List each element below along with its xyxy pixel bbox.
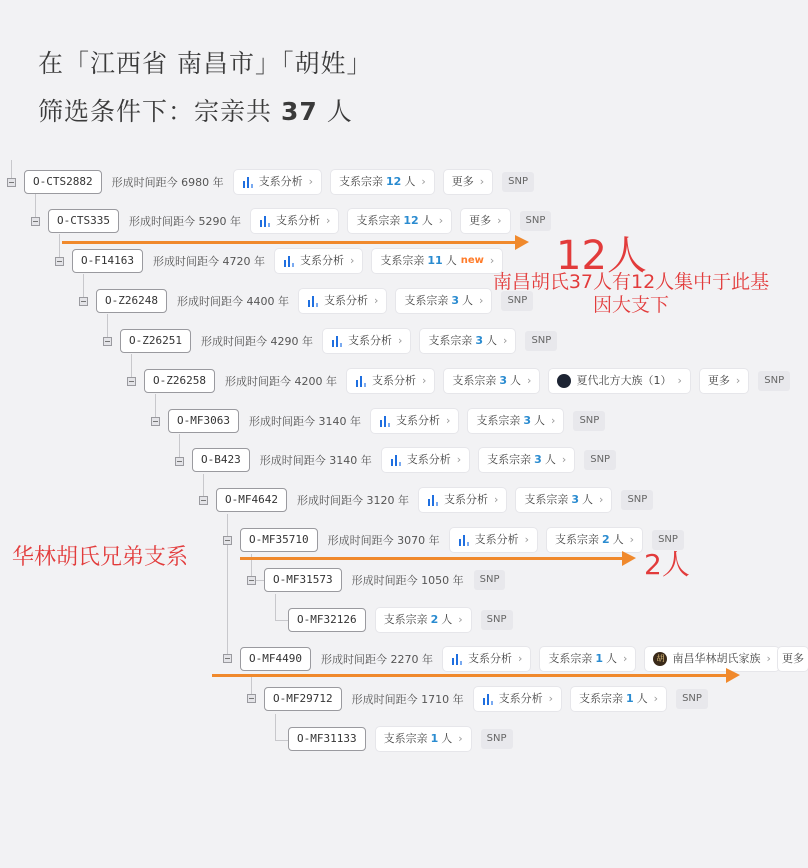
chevron-right-icon: › [438, 214, 444, 227]
annotation-arrow [212, 674, 728, 677]
chevron-right-icon: › [479, 175, 485, 188]
haplogroup-code[interactable]: O-Z26251 [120, 329, 191, 353]
clan-button[interactable]: 胡 南昌华林胡氏家族 › [645, 647, 778, 671]
lineage-analysis-button[interactable]: 支系分析 › [443, 647, 530, 671]
haplogroup-code[interactable]: O-F14163 [72, 249, 143, 273]
lineage-analysis-button[interactable]: 支系分析 › [371, 409, 458, 433]
tree-row [168, 408, 605, 434]
bar-chart-icon [331, 336, 342, 347]
tree-row [120, 328, 557, 354]
bar-chart-icon [242, 177, 253, 188]
more-button-cut[interactable]: 更多 [778, 647, 808, 671]
snp-badge[interactable]: SNP [652, 530, 684, 550]
chevron-right-icon: › [653, 692, 659, 705]
more-button[interactable]: 更多 › [444, 170, 492, 194]
tree-row [288, 607, 513, 633]
chevron-right-icon: › [489, 254, 495, 267]
annotation-arrow [240, 557, 624, 560]
lineage-relatives-button[interactable]: 支系宗亲 3 人 › [396, 289, 491, 313]
formation-time: 形成时间距今 4720 年 [152, 255, 265, 268]
chevron-right-icon: › [677, 374, 682, 387]
chevron-right-icon: › [325, 214, 331, 227]
lineage-analysis-button[interactable]: 支系分析 › [299, 289, 386, 313]
haplogroup-code[interactable]: O-Z26248 [96, 289, 167, 313]
lineage-relatives-button[interactable]: 支系宗亲 1 人 › [540, 647, 635, 671]
chevron-right-icon: › [599, 493, 604, 506]
chevron-right-icon: › [517, 652, 523, 665]
lineage-analysis-button[interactable]: 支系分析 › [251, 209, 338, 233]
chevron-right-icon: › [421, 175, 426, 188]
haplogroup-code[interactable]: O-B423 [192, 448, 250, 472]
collapse-toggle[interactable] [127, 377, 136, 386]
formation-time: 形成时间距今 1050 年 [351, 574, 464, 587]
chevron-right-icon: › [548, 692, 554, 705]
lineage-analysis-button[interactable]: 支系分析 › [382, 448, 469, 472]
haplogroup-code[interactable]: O-MF29712 [264, 687, 342, 711]
chevron-right-icon: › [527, 374, 532, 387]
chevron-right-icon: › [524, 533, 530, 546]
haplogroup-code[interactable]: O-CTS2882 [24, 170, 102, 194]
tree-row [192, 447, 616, 473]
snp-badge[interactable]: SNP [474, 570, 506, 590]
haplogroup-code[interactable]: O-MF3063 [168, 409, 239, 433]
chevron-right-icon: › [421, 374, 427, 387]
snp-badge[interactable]: SNP [525, 331, 557, 351]
haplogroup-code[interactable]: O-Z26258 [144, 369, 215, 393]
page-title: 在「江西省 南昌市」「胡姓」 [38, 49, 373, 78]
collapse-toggle[interactable] [55, 257, 64, 266]
lineage-relatives-button[interactable]: 支系宗亲 3 人 › [444, 369, 539, 393]
collapse-toggle[interactable] [31, 217, 40, 226]
bar-chart-icon [259, 216, 270, 227]
bar-chart-icon [482, 694, 493, 705]
snp-badge[interactable]: SNP [481, 610, 513, 630]
haplogroup-code[interactable]: O-MF4642 [216, 488, 287, 512]
formation-time: 形成时间距今 5290 年 [128, 215, 241, 228]
tree-line [275, 594, 276, 620]
tree-row [24, 169, 534, 195]
tree-row [48, 208, 551, 234]
bar-chart-icon [427, 495, 438, 506]
annotation-brothers-branch: 华林胡氏兄弟支系 [12, 545, 189, 570]
collapse-toggle[interactable] [151, 417, 160, 426]
chevron-right-icon: › [308, 175, 314, 188]
annotation-12-people: 12人 [556, 233, 647, 279]
snp-badge[interactable]: SNP [520, 211, 552, 231]
bar-chart-icon [390, 455, 401, 466]
lineage-relatives-button[interactable]: 支系宗亲 11 人 new › [372, 249, 502, 273]
lineage-analysis-button[interactable]: 支系分析 › [450, 528, 537, 552]
formation-time: 形成时间距今 2270 年 [320, 653, 433, 666]
lineage-relatives-button[interactable]: 支系宗亲 2 人 › [547, 528, 642, 552]
tree-line [275, 740, 289, 741]
chevron-right-icon: › [493, 493, 499, 506]
lineage-relatives-button[interactable]: 支系宗亲 12 人 › [331, 170, 434, 194]
tree-line [275, 714, 276, 740]
chevron-right-icon: › [735, 374, 741, 387]
collapse-toggle[interactable] [103, 337, 112, 346]
haplogroup-code[interactable]: O-CTS335 [48, 209, 119, 233]
collapse-toggle[interactable] [223, 536, 232, 545]
lineage-relatives-button[interactable]: 支系宗亲 12 人 › [348, 209, 451, 233]
formation-time: 形成时间距今 3120 年 [296, 494, 409, 507]
clan-avatar-icon: 胡 [653, 652, 667, 666]
haplogroup-code[interactable]: O-MF31573 [264, 568, 342, 592]
snp-badge[interactable]: SNP [481, 729, 513, 749]
snp-badge[interactable]: SNP [621, 490, 653, 510]
collapse-toggle[interactable] [247, 694, 256, 703]
chevron-right-icon: › [629, 533, 635, 546]
chevron-right-icon: › [458, 613, 463, 626]
clan-avatar-icon [557, 374, 571, 388]
formation-time: 形成时间距今 4400 年 [176, 295, 289, 308]
snp-badge[interactable]: SNP [573, 411, 605, 431]
more-button[interactable]: 更多 › [461, 209, 509, 233]
haplogroup-code[interactable]: O-MF4490 [240, 647, 311, 671]
lineage-relatives-button[interactable]: 支系宗亲 1 人 › [376, 727, 471, 751]
chevron-right-icon: › [766, 652, 771, 665]
collapse-toggle[interactable] [223, 654, 232, 663]
lineage-analysis-button[interactable]: 支系分析 › [275, 249, 362, 273]
haplogroup-code[interactable]: O-MF32126 [288, 608, 366, 632]
chevron-right-icon: › [349, 254, 355, 267]
lineage-analysis-button[interactable]: 支系分析 › [347, 369, 434, 393]
chevron-right-icon: › [373, 294, 379, 307]
chevron-right-icon: › [623, 652, 628, 665]
chevron-right-icon: › [551, 414, 556, 427]
formation-time: 形成时间距今 3140 年 [259, 454, 372, 467]
annotation-arrow [62, 241, 517, 244]
bar-chart-icon [379, 416, 390, 427]
tree-row [264, 686, 708, 712]
page-subtitle: 筛选条件下：宗亲共 37 人 [38, 97, 353, 126]
chevron-right-icon: › [497, 214, 502, 227]
tree-row [240, 646, 789, 672]
lineage-analysis-button[interactable]: 支系分析 › [323, 329, 410, 353]
lineage-relatives-button[interactable]: 支系宗亲 3 人 › [468, 409, 563, 433]
tree-row [264, 567, 505, 593]
lineage-relatives-button[interactable]: 支系宗亲 1 人 › [571, 687, 666, 711]
collapse-toggle[interactable] [175, 457, 184, 466]
lineage-analysis-button[interactable]: 支系分析 › [419, 488, 506, 512]
new-badge: new [460, 255, 484, 266]
lineage-relatives-button[interactable]: 支系宗亲 2 人 › [376, 608, 471, 632]
lineage-relatives-button[interactable]: 支系宗亲 3 人 › [479, 448, 574, 472]
formation-time: 形成时间距今 4290 年 [200, 335, 313, 348]
collapse-toggle[interactable] [79, 297, 88, 306]
tree-row [72, 248, 512, 274]
bar-chart-icon [451, 654, 462, 665]
snp-badge[interactable]: SNP [758, 371, 790, 391]
clan-button[interactable]: 夏代北方大族（1） › [549, 369, 689, 393]
formation-time: 形成时间距今 3140 年 [248, 415, 361, 428]
lineage-relatives-button[interactable]: 支系宗亲 3 人 › [516, 488, 611, 512]
bar-chart-icon [458, 535, 469, 546]
tree-line [275, 620, 289, 621]
snp-badge[interactable]: SNP [584, 450, 616, 470]
chevron-right-icon: › [456, 453, 462, 466]
chevron-right-icon: › [503, 334, 508, 347]
formation-time: 形成时间距今 6980 年 [111, 176, 224, 189]
annotation-2-people: 2人 [644, 548, 690, 581]
collapse-toggle[interactable] [247, 576, 256, 585]
tree-row [216, 487, 653, 513]
haplogroup-code[interactable]: O-MF31133 [288, 727, 366, 751]
haplogroup-code[interactable]: O-MF35710 [240, 528, 318, 552]
snp-badge[interactable]: SNP [676, 689, 708, 709]
chevron-right-icon: › [445, 414, 451, 427]
more-button[interactable]: 更多 › [700, 369, 748, 393]
chevron-right-icon: › [479, 294, 484, 307]
tree-row [288, 726, 513, 752]
formation-time: 形成时间距今 3070 年 [327, 534, 440, 547]
lineage-analysis-button[interactable]: 支系分析 › [234, 170, 321, 194]
formation-time: 形成时间距今 1710 年 [351, 693, 464, 706]
formation-time: 形成时间距今 4200 年 [224, 375, 337, 388]
lineage-relatives-button[interactable]: 支系宗亲 3 人 › [420, 329, 515, 353]
bar-chart-icon [355, 376, 366, 387]
lineage-analysis-button[interactable]: 支系分析 › [474, 687, 561, 711]
chevron-right-icon: › [561, 453, 567, 466]
collapse-toggle[interactable] [199, 496, 208, 505]
bar-chart-icon [307, 296, 318, 307]
chevron-right-icon: › [458, 732, 463, 745]
collapse-toggle[interactable] [7, 178, 16, 187]
member-count: 37 [280, 97, 318, 126]
snp-badge[interactable]: SNP [501, 291, 533, 311]
tree-row [240, 527, 684, 553]
tree-row [144, 368, 790, 394]
annotation-note: 南昌胡氏37人有12人集中于此基 因大支下 [492, 271, 770, 316]
snp-badge[interactable]: SNP [502, 172, 534, 192]
chevron-right-icon: › [397, 334, 403, 347]
bar-chart-icon [283, 256, 294, 267]
